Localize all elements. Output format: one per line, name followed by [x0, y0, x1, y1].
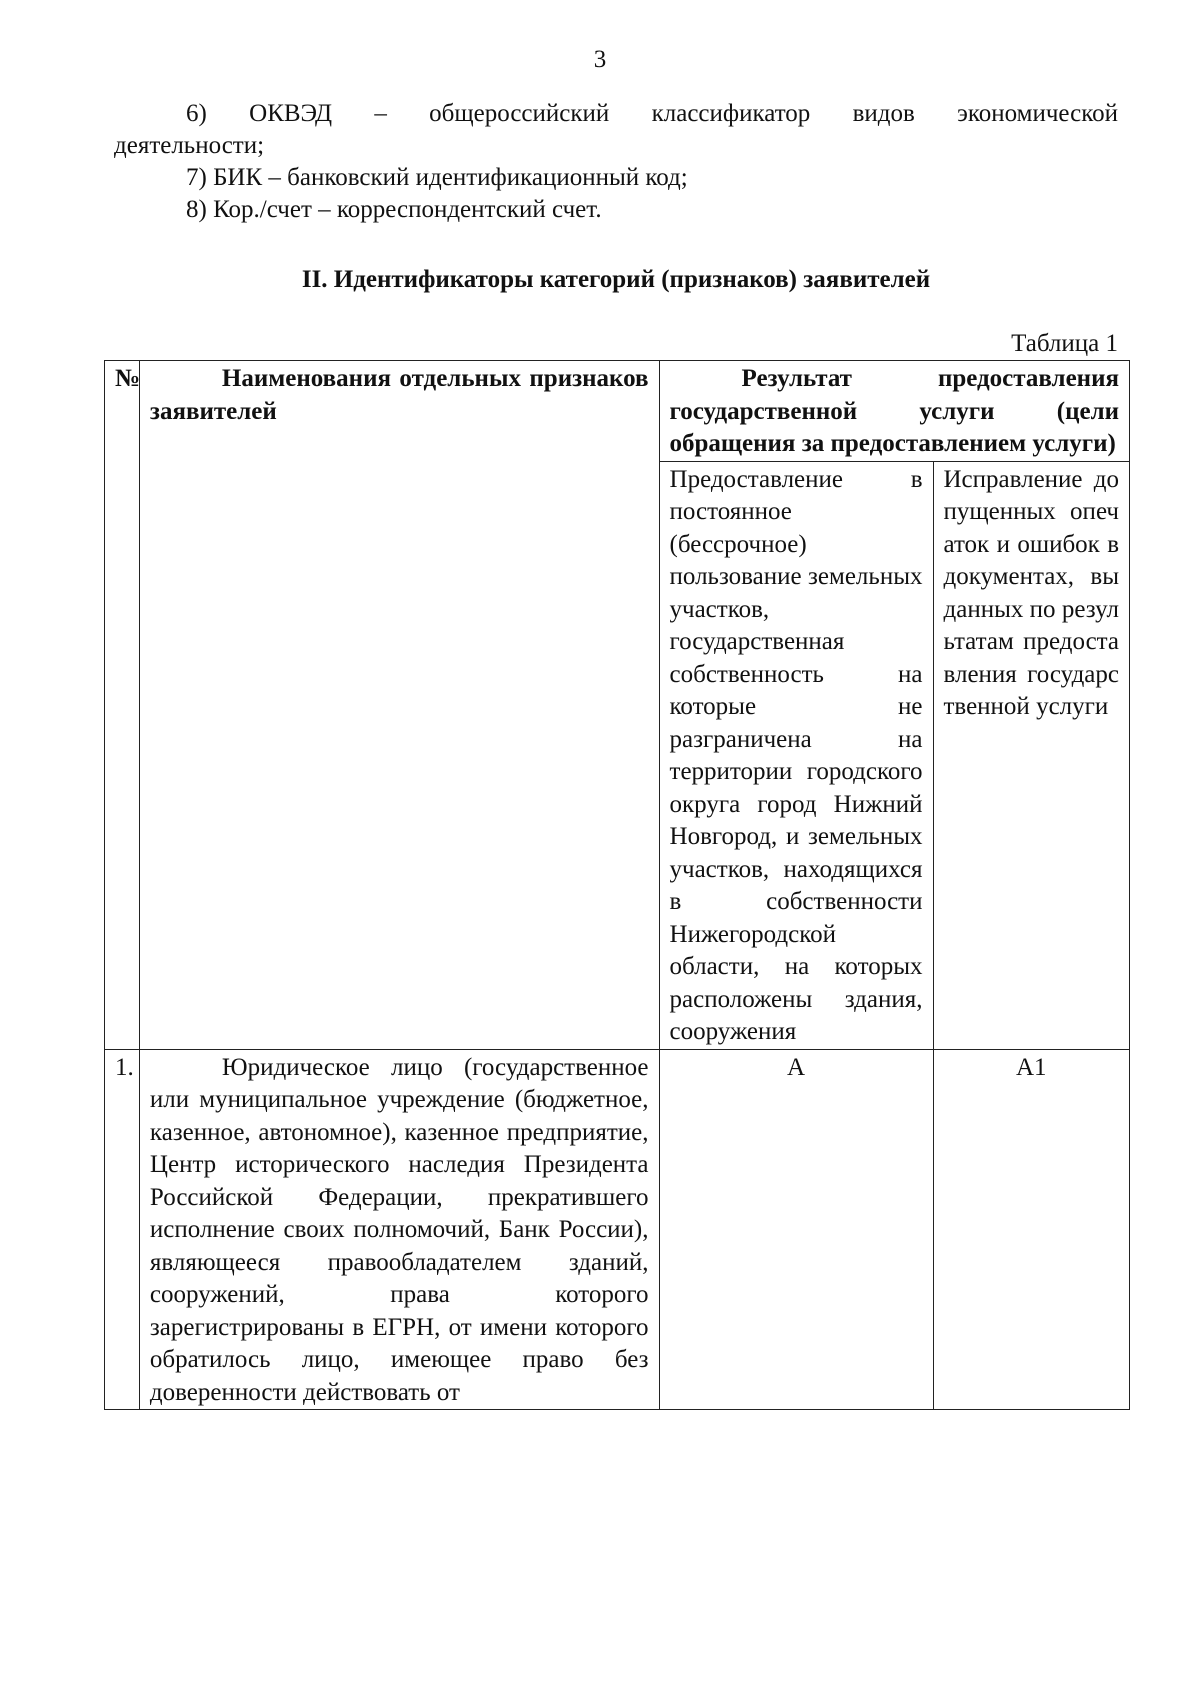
section-title: II. Идентификаторы категорий (признаков) заявителей: [301, 266, 931, 293]
definition-okved-continued: деятельности;: [114, 132, 265, 159]
intro-definitions: [114, 98, 1118, 226]
page-number: 3: [593, 46, 607, 73]
applicant-categories-table: [104, 360, 1130, 1410]
table-header-row: [105, 361, 1130, 462]
row-code-provision: А: [659, 1049, 933, 1410]
header-name: Наименования отдельных признаков заявителей: [139, 361, 659, 1050]
header-option-correction: Исправление допущенных опечаток и ошибок в документах, выданных по результатам предоставления государственной услуги: [933, 461, 1130, 1049]
row-number: 1.: [105, 1049, 140, 1410]
header-option-provision: Предоставление в постоянное (бессрочное) пользование земельных участков, государственная собственность на которые не разграничена на территории городского округа город Нижний Новгород, и земельных участков, находящихся в собственности Нижегородской области, на которых расположены здания, сооружения: [659, 461, 933, 1049]
header-number: №: [105, 361, 140, 1050]
definition-corr-account: 8) Кор./счет – корреспондентский счет.: [186, 196, 602, 223]
row-applicant-description: Юридическое лицо (государственное или муниципальное учреждение (бюджетное, казенное, автономное), казенное предприятие, Центр исторического наследия Президента Российской Федерации, прекратившего исполнение своих полномочий, Банк России), являющееся правообладателем зданий, сооружений, права которого зарегистрированы в ЕГРН, от имени которого обратилось лицо, имеющее право без доверенности действовать от: [139, 1049, 659, 1410]
table-caption: Таблица 1: [1011, 330, 1118, 357]
definition-okved: 6) ОКВЭД – общероссийский классификатор видов экономической: [186, 100, 1118, 127]
header-result: Результат предоставления государственной услуги (цели обращения за предоставлением услуги): [659, 361, 1129, 462]
table-row: [105, 1049, 1130, 1410]
row-code-correction: А1: [933, 1049, 1130, 1410]
definition-bik: 7) БИК – банковский идентификационный код;: [186, 164, 688, 191]
